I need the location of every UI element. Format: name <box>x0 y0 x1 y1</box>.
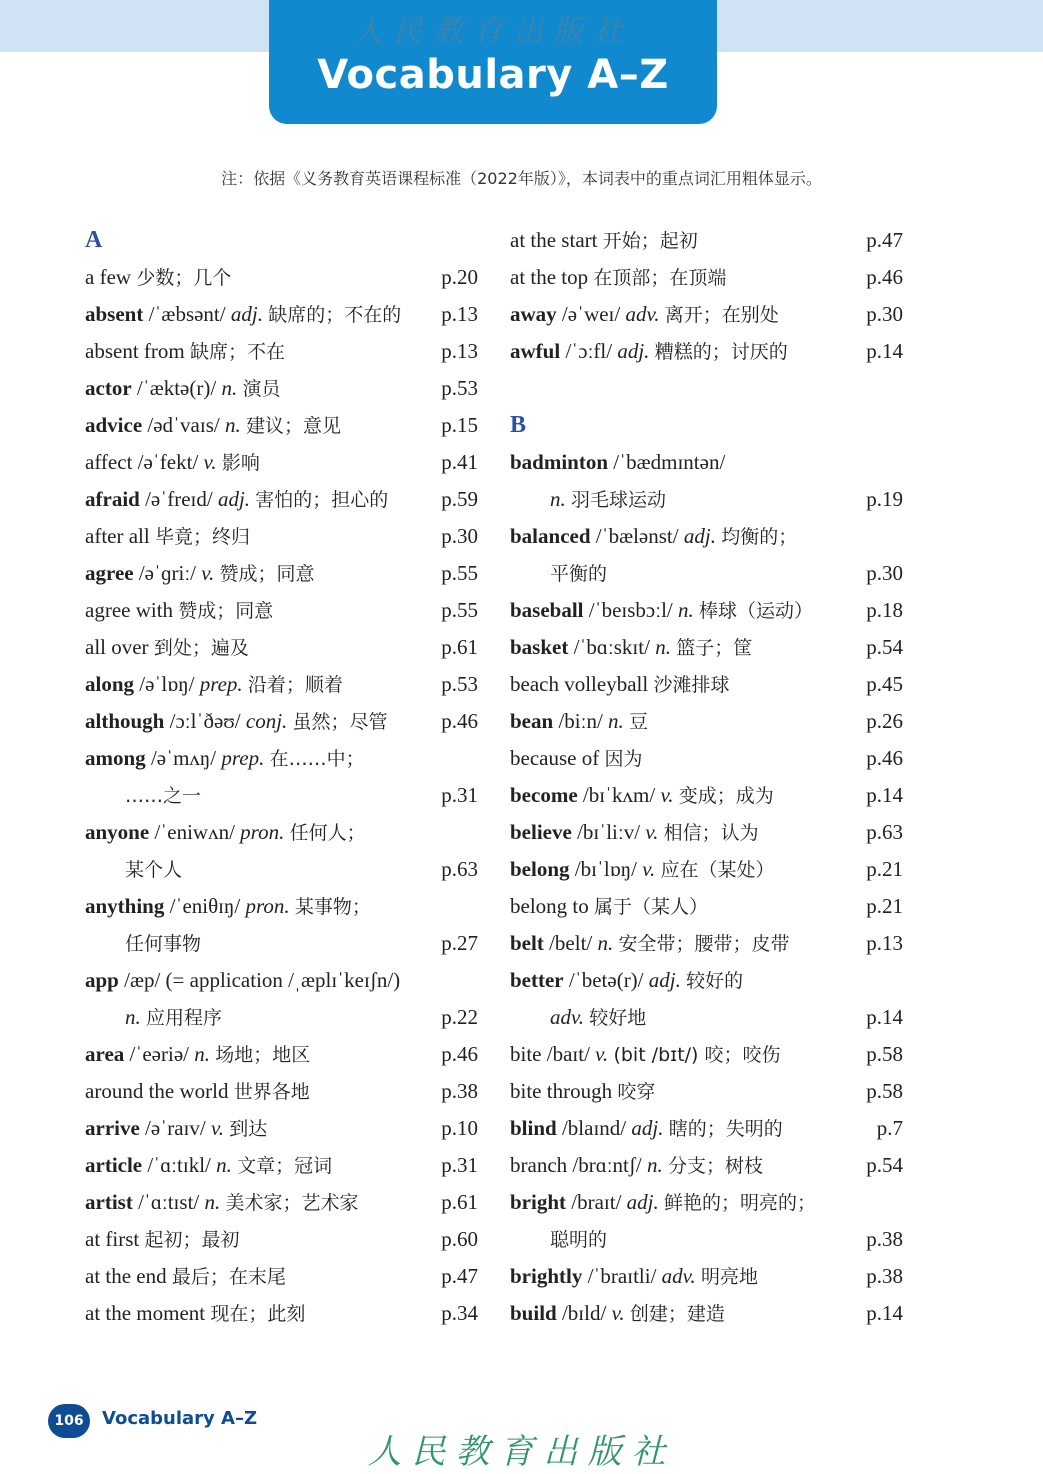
entry-page-ref: p.46 <box>866 746 903 770</box>
vocab-entry <box>510 1184 903 1221</box>
entry-page-ref: p.47 <box>866 228 903 252</box>
entry-page-ref: p.63 <box>441 857 478 881</box>
entry-word: at the moment <box>85 1301 206 1325</box>
entry-phonetic: /braɪt/ <box>571 1190 622 1214</box>
vocab-entry <box>510 888 903 925</box>
vocab-entry <box>85 370 478 407</box>
entry-part-of-speech: v. <box>210 1116 224 1140</box>
vocab-entry <box>510 518 903 555</box>
entry-definition: 任何事物 <box>125 933 202 955</box>
entry-definition: 沿着；顺着 <box>247 674 343 696</box>
entry-phonetic: /ˈbɑːskɪt/ <box>573 635 650 659</box>
entry-definition: 少数；几个 <box>136 267 232 289</box>
entry-word: around the world <box>85 1079 229 1103</box>
vocab-entry <box>510 259 903 296</box>
entry-word: believe <box>510 820 572 844</box>
entry-definition: 鲜艳的；明亮的； <box>664 1192 817 1214</box>
entry-page-ref: p.58 <box>866 1079 903 1103</box>
header-note: 注：依据《义务教育英语课程标准（2022年版）》，本词表中的重点词汇用粗体显示。 <box>221 169 822 188</box>
vocab-entry <box>85 555 478 592</box>
vocab-entry <box>85 962 478 999</box>
entry-page-ref: p.63 <box>866 820 903 844</box>
entry-part-of-speech: pron. <box>240 820 285 844</box>
entry-definition: 某事物； <box>294 896 371 918</box>
entry-definition: 害怕的；担心的 <box>255 489 389 511</box>
entry-part-of-speech: v. <box>595 1042 609 1066</box>
entry-word: anyone <box>85 820 150 844</box>
vocab-entry <box>510 333 903 370</box>
entry-word: although <box>85 709 165 733</box>
footer-title: Vocabulary A–Z <box>102 1408 258 1429</box>
entry-page-ref: p.13 <box>441 302 478 326</box>
entry-phonetic: /ɔːlˈðəʊ/ <box>169 709 241 733</box>
entry-word: agree with <box>85 598 174 622</box>
vocab-entry <box>510 296 903 333</box>
entry-word: bright <box>510 1190 567 1214</box>
vocab-entry <box>510 740 903 777</box>
entry-part-of-speech: n. <box>125 1005 141 1029</box>
entry-part-of-speech: v. <box>611 1301 625 1325</box>
entry-continuation <box>510 481 903 518</box>
entry-phonetic: /ˈɑːtɪst/ <box>138 1190 200 1214</box>
entry-definition: 赞成；同意 <box>219 563 315 585</box>
entry-definition: 明亮地 <box>700 1266 758 1288</box>
entry-part-of-speech: n. <box>597 931 614 955</box>
entry-definition: 属于（某人） <box>594 896 709 918</box>
entry-definition: 赞成；同意 <box>178 600 274 622</box>
vocab-entry <box>510 222 903 259</box>
entry-word: agree <box>85 561 134 585</box>
entry-phonetic: /ˈæbsənt/ <box>148 302 226 326</box>
entry-word: bite <box>510 1042 542 1066</box>
entry-definition: 糟糕的；讨厌的 <box>654 341 788 363</box>
entry-phonetic: /əˈɡriː/ <box>138 561 196 585</box>
entry-word: anything <box>85 894 165 918</box>
entry-phonetic: /ˈbetə(r)/ <box>568 968 644 992</box>
entry-definition: 瞎的；失明的 <box>668 1118 783 1140</box>
entry-definition: 到处；遍及 <box>153 637 249 659</box>
entry-page-ref: p.22 <box>441 1005 478 1029</box>
entry-page-ref: p.31 <box>441 1153 478 1177</box>
entry-word: better <box>510 968 564 992</box>
entry-word: badminton <box>510 450 609 474</box>
entry-page-ref: p.21 <box>866 857 903 881</box>
vocab-entry <box>85 1295 478 1332</box>
entry-word: afraid <box>85 487 140 511</box>
vocab-entry <box>510 592 903 629</box>
entry-definition: 场地；地区 <box>215 1044 311 1066</box>
entry-continuation <box>510 999 903 1036</box>
entry-word: beach volleyball <box>510 672 649 696</box>
entry-definition: 毕竟；终归 <box>154 526 250 548</box>
vocab-entry <box>85 1147 478 1184</box>
entry-definition: 到达 <box>229 1118 268 1140</box>
entry-page-ref: p.53 <box>441 672 478 696</box>
entry-phonetic: /ˈæktə(r)/ <box>136 376 217 400</box>
entry-word: at the start <box>510 228 598 252</box>
letter-heading <box>510 407 903 444</box>
vocab-entry <box>510 814 903 851</box>
vocab-entry <box>85 259 478 296</box>
spacer <box>510 370 903 407</box>
entry-page-ref: p.61 <box>441 635 478 659</box>
entry-word: among <box>85 746 146 770</box>
publisher-watermark: 人民教育出版社 <box>353 14 633 49</box>
entry-definition: 在顶部；在顶端 <box>593 267 727 289</box>
entry-page-ref: p.30 <box>441 524 478 548</box>
entry-phonetic: /ˈbraɪtli/ <box>587 1264 657 1288</box>
entry-phonetic: /blaɪnd/ <box>561 1116 627 1140</box>
vocab-entry <box>510 703 903 740</box>
entry-part-of-speech: v. <box>642 857 656 881</box>
entry-part-of-speech: prep. <box>221 746 265 770</box>
entry-phonetic: /ˈeniθɪŋ/ <box>169 894 241 918</box>
entry-definition: 因为 <box>604 748 643 770</box>
entry-page-ref: p.46 <box>441 1042 478 1066</box>
entry-word: because of <box>510 746 600 770</box>
vocab-entry <box>510 1147 903 1184</box>
entry-page-ref: p.30 <box>866 302 903 326</box>
title-tab <box>269 0 717 124</box>
entry-page-ref: p.46 <box>866 265 903 289</box>
entry-word: at the end <box>85 1264 167 1288</box>
entry-definition: 缺席的；不在的 <box>268 304 402 326</box>
entry-part-of-speech: adj. <box>617 339 650 363</box>
entry-page-ref: p.30 <box>866 561 903 585</box>
entry-phonetic: /bɪˈliːv/ <box>577 820 641 844</box>
entry-page-ref: p.54 <box>866 635 903 659</box>
vocab-entry <box>85 1221 478 1258</box>
entry-word: basket <box>510 635 569 659</box>
vocab-entry <box>85 592 478 629</box>
entry-definition: 平衡的 <box>550 563 608 585</box>
entry-word: away <box>510 302 557 326</box>
entry-phonetic: /əˈfreɪd/ <box>145 487 213 511</box>
vocab-column-left <box>85 222 478 1332</box>
page-number-badge: 106 <box>48 1404 90 1438</box>
entry-definition: 在……中； <box>269 748 365 770</box>
entry-definition: 安全带；腰带；皮带 <box>618 933 790 955</box>
entry-word: blind <box>510 1116 557 1140</box>
vocab-entry <box>85 1184 478 1221</box>
entry-definition: ……之一 <box>125 785 202 807</box>
vocab-entry <box>85 296 478 333</box>
entry-page-ref: p.59 <box>441 487 478 511</box>
entry-page-ref: p.55 <box>441 561 478 585</box>
entry-phonetic: /baɪt/ <box>546 1042 590 1066</box>
entry-definition: 豆 <box>629 711 649 733</box>
vocab-entry <box>510 629 903 666</box>
entry-continuation <box>85 777 478 814</box>
entry-definition: 文章；冠词 <box>237 1155 333 1177</box>
vocab-entry <box>85 666 478 703</box>
entry-part-of-speech: pron. <box>245 894 290 918</box>
entry-definition: 世界各地 <box>233 1081 310 1103</box>
entry-page-ref: p.46 <box>441 709 478 733</box>
entry-phonetic: /ˈbælənst/ <box>595 524 679 548</box>
entry-part-of-speech: adv. <box>625 302 660 326</box>
vocab-entry <box>85 814 478 851</box>
entry-page-ref: p.14 <box>866 783 903 807</box>
entry-part-of-speech: n. <box>224 413 241 437</box>
entry-word: artist <box>85 1190 133 1214</box>
entry-word: absent from <box>85 339 185 363</box>
entry-definition: 虽然；尽管 <box>292 711 388 733</box>
entry-page-ref: p.20 <box>441 265 478 289</box>
vocab-entry <box>85 333 478 370</box>
vocab-entry <box>510 1073 903 1110</box>
entry-page-ref: p.38 <box>866 1227 903 1251</box>
entry-definition: 变成；成为 <box>678 785 774 807</box>
entry-part-of-speech: prep. <box>199 672 243 696</box>
entry-phonetic: /bɪˈkʌm/ <box>582 783 656 807</box>
publisher-logo: 人民教育出版社 <box>367 1432 676 1472</box>
vocab-entry <box>510 962 903 999</box>
entry-phonetic: /ˈeəriə/ <box>129 1042 189 1066</box>
entry-page-ref: p.61 <box>441 1190 478 1214</box>
vocab-entry <box>85 740 478 777</box>
entry-definition: 沙滩排球 <box>653 674 730 696</box>
entry-part-of-speech: n. <box>655 635 671 659</box>
entry-page-ref: p.15 <box>441 413 478 437</box>
vocab-column-right <box>510 222 903 1332</box>
entry-phonetic: /ˈɔːfl/ <box>565 339 613 363</box>
page-title: Vocabulary A–Z <box>317 52 669 98</box>
entry-page-ref: p.55 <box>441 598 478 622</box>
entry-phonetic: /biːn/ <box>558 709 603 733</box>
entry-part-of-speech: n. <box>646 1153 663 1177</box>
entry-part-of-speech: n. <box>221 376 238 400</box>
entry-word: after all <box>85 524 150 548</box>
entry-word: belong to <box>510 894 589 918</box>
entry-part-of-speech: v. <box>203 450 217 474</box>
entry-definition: 分支；树枝 <box>667 1155 763 1177</box>
vocab-entry <box>85 407 478 444</box>
entry-word: baseball <box>510 598 584 622</box>
entry-definition: 咬穿 <box>617 1081 656 1103</box>
vocab-entry <box>85 629 478 666</box>
vocab-entry <box>85 888 478 925</box>
entry-definition: 开始；起初 <box>602 230 698 252</box>
entry-page-ref: p.19 <box>866 487 903 511</box>
vocab-entry <box>510 666 903 703</box>
entry-definition: 某个人 <box>125 859 183 881</box>
entry-phonetic: /əˈfekt/ <box>137 450 199 474</box>
entry-continuation <box>85 999 478 1036</box>
entry-word: build <box>510 1301 557 1325</box>
entry-definition: 均衡的； <box>721 526 798 548</box>
vocab-entry <box>85 444 478 481</box>
entry-definition: (bit /bɪt/) 咬；咬伤 <box>613 1044 781 1066</box>
entry-word: at the top <box>510 265 589 289</box>
entry-word: become <box>510 783 578 807</box>
entry-word: belong <box>510 857 570 881</box>
vocab-entry <box>510 1295 903 1332</box>
entry-page-ref: p.31 <box>441 783 478 807</box>
entry-part-of-speech: n. <box>550 487 566 511</box>
vocab-entry <box>510 1110 903 1147</box>
entry-page-ref: p.14 <box>866 1005 903 1029</box>
entry-definition: 棒球（运动） <box>699 600 814 622</box>
entry-definition: 篮子；筐 <box>676 637 753 659</box>
entry-part-of-speech: n. <box>204 1190 221 1214</box>
entry-definition: 演员 <box>242 378 281 400</box>
entry-definition: 建议；意见 <box>245 415 341 437</box>
entry-page-ref: p.21 <box>866 894 903 918</box>
entry-continuation <box>510 555 903 592</box>
entry-word: branch <box>510 1153 568 1177</box>
entry-page-ref: p.41 <box>441 450 478 474</box>
entry-part-of-speech: adj. <box>683 524 716 548</box>
entry-definition: 较好的 <box>686 970 744 992</box>
vocab-entry <box>85 1073 478 1110</box>
entry-definition: 应用程序 <box>146 1007 223 1029</box>
entry-page-ref: p.38 <box>866 1264 903 1288</box>
entry-page-ref: p.58 <box>866 1042 903 1066</box>
entry-definition: 相信；认为 <box>663 822 759 844</box>
entry-word: app <box>85 968 119 992</box>
entry-page-ref: p.18 <box>866 598 903 622</box>
entry-page-ref: p.10 <box>441 1116 478 1140</box>
entry-page-ref: p.45 <box>866 672 903 696</box>
entry-part-of-speech: v. <box>660 783 674 807</box>
entry-definition: 美术家；艺术家 <box>225 1192 359 1214</box>
entry-word: absent <box>85 302 144 326</box>
entry-page-ref: p.14 <box>866 1301 903 1325</box>
entry-phonetic: /əˈlɒŋ/ <box>139 672 195 696</box>
entry-part-of-speech: adj. <box>631 1116 664 1140</box>
entry-part-of-speech: n. <box>678 598 694 622</box>
entry-part-of-speech: conj. <box>245 709 288 733</box>
vocab-entry <box>510 851 903 888</box>
entry-phonetic: /bɪld/ <box>561 1301 607 1325</box>
entry-word: arrive <box>85 1116 140 1140</box>
entry-phonetic: /ˈeniwʌn/ <box>154 820 235 844</box>
entry-word: balanced <box>510 524 591 548</box>
entry-continuation <box>85 851 478 888</box>
entry-definition: 创建；建造 <box>629 1303 725 1325</box>
entry-phonetic: /əˈraɪv/ <box>145 1116 206 1140</box>
entry-word: article <box>85 1153 143 1177</box>
entry-page-ref: p.38 <box>441 1079 478 1103</box>
entry-page-ref: p.14 <box>866 339 903 363</box>
entry-word: awful <box>510 339 561 363</box>
entry-phonetic: /ədˈvaɪs/ <box>147 413 220 437</box>
entry-word: at first <box>85 1227 140 1251</box>
entry-definition: 任何人； <box>289 822 366 844</box>
letter-heading <box>85 222 478 259</box>
entry-phonetic: /bɪˈlɒŋ/ <box>574 857 637 881</box>
entry-page-ref: p.60 <box>441 1227 478 1251</box>
entry-part-of-speech: adj. <box>626 1190 659 1214</box>
entry-part-of-speech: adj. <box>217 487 251 511</box>
entry-definition: 缺席；不在 <box>189 341 285 363</box>
entry-word: advice <box>85 413 143 437</box>
entry-definition: 最后；在末尾 <box>171 1266 286 1288</box>
vocab-entry <box>85 1258 478 1295</box>
entry-part-of-speech: adj. <box>230 302 263 326</box>
entry-page-ref: p.26 <box>866 709 903 733</box>
entry-page-ref: p.13 <box>866 931 903 955</box>
entry-phonetic: /brɑːntʃ/ <box>572 1153 642 1177</box>
entry-phonetic: /belt/ <box>549 931 593 955</box>
entry-phonetic: /əˈmʌŋ/ <box>150 746 217 770</box>
vocab-entry <box>510 1036 903 1073</box>
entry-definition: 聪明的 <box>550 1229 608 1251</box>
entry-word: all over <box>85 635 149 659</box>
entry-part-of-speech: adv. <box>661 1264 696 1288</box>
vocab-entry <box>85 1036 478 1073</box>
entry-part-of-speech: n. <box>216 1153 232 1177</box>
entry-word: a few <box>85 265 132 289</box>
entry-definition: 影响 <box>221 452 260 474</box>
entry-part-of-speech: n. <box>608 709 624 733</box>
entry-word: bean <box>510 709 554 733</box>
entry-phonetic: /ˈɑːtɪkl/ <box>147 1153 211 1177</box>
entry-page-ref: p.47 <box>441 1264 478 1288</box>
entry-continuation <box>510 1221 903 1258</box>
entry-definition: 较好地 <box>589 1007 647 1029</box>
entry-page-ref: p.7 <box>876 1116 903 1140</box>
entry-phonetic: /æp/ (= application /ˌæplɪˈkeɪʃn/) <box>124 968 401 992</box>
entry-word: bite through <box>510 1079 613 1103</box>
entry-page-ref: p.34 <box>441 1301 478 1325</box>
entry-definition: 现在；此刻 <box>210 1303 306 1325</box>
entry-continuation <box>85 925 478 962</box>
entry-word: actor <box>85 376 132 400</box>
vocab-entry <box>510 1258 903 1295</box>
entry-page-ref: p.54 <box>866 1153 903 1177</box>
entry-word: belt <box>510 931 544 955</box>
letter-heading-text: B <box>510 412 527 438</box>
entry-definition: 羽毛球运动 <box>571 489 667 511</box>
vocab-entry <box>85 481 478 518</box>
vocab-entry <box>510 777 903 814</box>
letter-heading-text: A <box>85 227 103 253</box>
entry-page-ref: p.13 <box>441 339 478 363</box>
entry-part-of-speech: adj. <box>648 968 681 992</box>
vocab-entry <box>85 703 478 740</box>
entry-phonetic: /ˈbædmɪntən/ <box>613 450 726 474</box>
entry-word: affect <box>85 450 133 474</box>
entry-page-ref: p.53 <box>441 376 478 400</box>
entry-definition: 起初；最初 <box>144 1229 240 1251</box>
entry-definition: 应在（某处） <box>660 859 775 881</box>
vocab-entry <box>510 444 903 481</box>
entry-definition: 离开；在别处 <box>664 304 779 326</box>
entry-word: area <box>85 1042 125 1066</box>
vocab-entry <box>85 1110 478 1147</box>
vocab-entry <box>85 518 478 555</box>
vocab-entry <box>510 925 903 962</box>
entry-word: brightly <box>510 1264 583 1288</box>
entry-part-of-speech: v. <box>201 561 215 585</box>
entry-page-ref: p.27 <box>441 931 478 955</box>
entry-part-of-speech: n. <box>194 1042 210 1066</box>
entry-part-of-speech: adv. <box>550 1005 585 1029</box>
entry-part-of-speech: v. <box>645 820 659 844</box>
entry-phonetic: /ˈbeɪsbɔːl/ <box>588 598 673 622</box>
entry-word: along <box>85 672 135 696</box>
entry-phonetic: /əˈweɪ/ <box>561 302 621 326</box>
